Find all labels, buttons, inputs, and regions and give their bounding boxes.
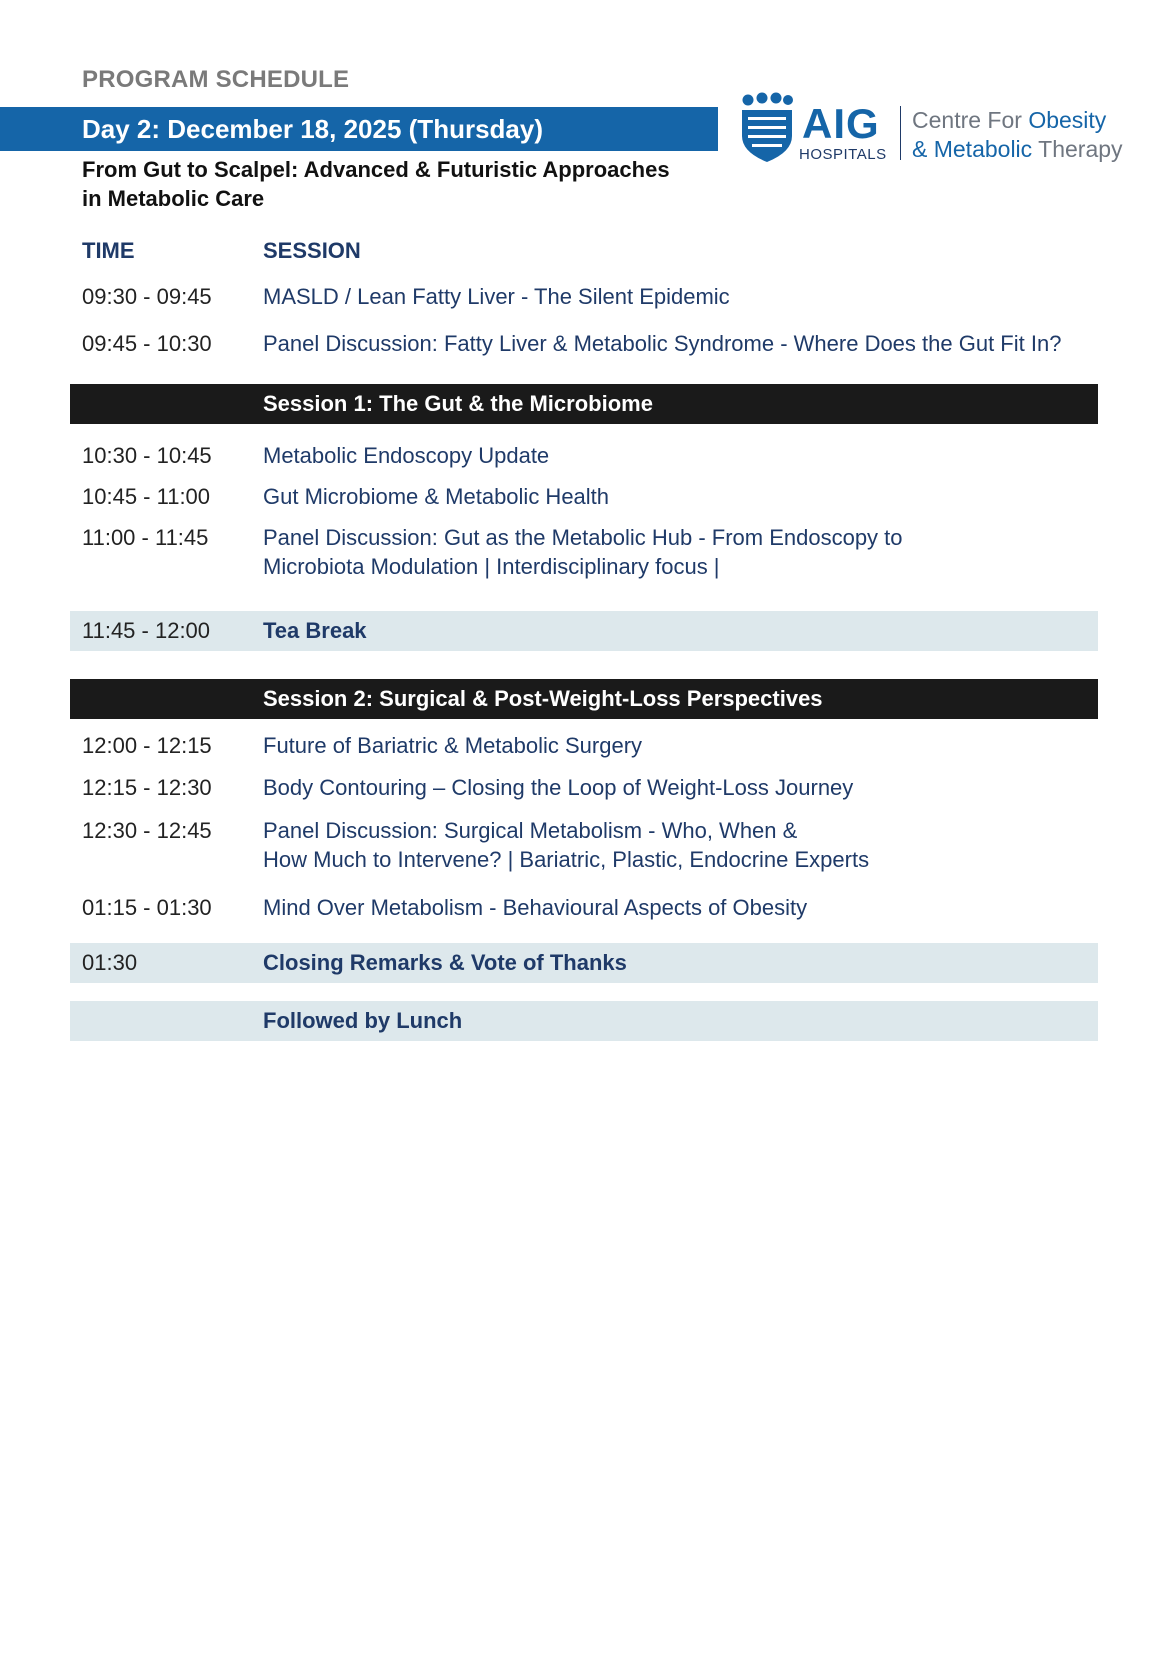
session-2-title: Session 2: Surgical & Post-Weight-Loss Perspectives: [263, 686, 823, 711]
logo-centre-name: [912, 106, 1123, 164]
row-session: Future of Bariatric & Metabolic Surgery: [263, 733, 643, 758]
header-session: SESSION: [263, 238, 361, 263]
shield-emblem-icon: [738, 92, 794, 162]
tea-break-label: Tea Break: [263, 618, 367, 643]
subtitle-line-2: in Metabolic Care: [82, 186, 265, 211]
program-subtitle: [82, 155, 702, 213]
closing-label: Closing Remarks & Vote of Thanks: [263, 950, 627, 975]
row-session-line-2: Microbiota Modulation | Interdisciplinary focus |: [263, 554, 720, 579]
logo-brand-sub: HOSPITALS: [799, 146, 887, 163]
logo-centre-line1-a: Centre For: [912, 107, 1029, 133]
row-session-line-1: Panel Discussion: Surgical Metabolism - Who, When &: [263, 818, 798, 843]
tea-break-time: 11:45 - 12:00: [82, 618, 211, 643]
row-session-line-2: How Much to Intervene? | Bariatric, Plastic, Endocrine Experts: [263, 847, 870, 872]
row-session: Body Contouring – Closing the Loop of Weight-Loss Journey: [263, 775, 854, 800]
row-time: 12:30 - 12:45: [82, 818, 212, 843]
session-1-title: Session 1: The Gut & the Microbiome: [263, 391, 653, 416]
lunch-bar: [70, 1001, 1098, 1041]
row-session: [263, 816, 1103, 874]
row-time: 11:00 - 11:45: [82, 525, 209, 550]
program-kicker: PROGRAM SCHEDULE: [82, 66, 350, 93]
row-session: [263, 523, 1103, 581]
row-session-line-1: Panel Discussion: Gut as the Metabolic Hub - From Endoscopy to: [263, 525, 903, 550]
logo-divider: [900, 106, 901, 160]
row-time: 09:45 - 10:30: [82, 331, 212, 356]
session-2-bar: [70, 679, 1098, 719]
header-time: TIME: [82, 238, 135, 263]
row-session: Metabolic Endoscopy Update: [263, 443, 550, 468]
row-time: 10:45 - 11:00: [82, 484, 211, 509]
row-session: Gut Microbiome & Metabolic Health: [263, 484, 610, 509]
row-time: 12:00 - 12:15: [82, 733, 212, 758]
session-1-bar: [70, 384, 1098, 424]
row-session: Mind Over Metabolism - Behavioural Aspects of Obesity: [263, 895, 808, 920]
logo-brand: AIG: [802, 100, 880, 147]
subtitle-line-1: From Gut to Scalpel: Advanced & Futuristic Approaches: [82, 157, 670, 182]
row-time: 12:15 - 12:30: [82, 775, 212, 800]
row-time: 01:15 - 01:30: [82, 895, 212, 920]
logo-centre-line1-b: Obesity: [1028, 107, 1107, 133]
logo-centre-line2-a: & Metabolic: [912, 136, 1033, 162]
day-title: Day 2: December 18, 2025 (Thursday): [82, 114, 543, 144]
closing-time: 01:30: [82, 950, 138, 975]
closing-bar: [70, 943, 1098, 983]
row-session: Panel Discussion: Fatty Liver & Metabolic Syndrome - Where Does the Gut Fit In?: [263, 331, 1062, 356]
lunch-label: Followed by Lunch: [263, 1008, 463, 1033]
row-time: 10:30 - 10:45: [82, 443, 212, 468]
row-time: 09:30 - 09:45: [82, 284, 212, 309]
tea-break-bar: [70, 611, 1098, 651]
logo-centre-line2-b: Therapy: [1032, 136, 1123, 162]
aig-logo: [738, 92, 1138, 172]
row-session: MASLD / Lean Fatty Liver - The Silent Epidemic: [263, 284, 730, 309]
